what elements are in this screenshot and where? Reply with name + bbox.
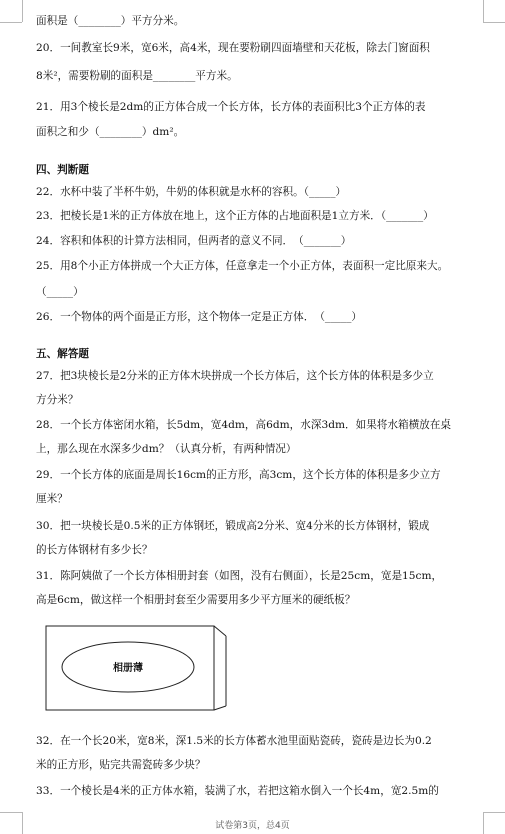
- question-31: 31．陈阿姨做了一个长方体相册封套（如图，没有右侧面），长是25cm，宽是15cm，: [36, 570, 443, 582]
- question-32: 32．在一个长20米，宽8米，深1.5米的长方体蓄水池里面贴瓷砖，瓷砖是边长为0.2: [36, 735, 432, 747]
- question-31-cont: 高是6cm，做这样一个相册封套至少需要用多少平方厘米的硬纸板？: [36, 594, 356, 606]
- page-footer: 试卷第3页，总4页: [215, 821, 290, 831]
- figure-label: 相册薄: [113, 663, 143, 674]
- crop-mark: [483, 22, 505, 23]
- question-25: 25．用8个小正方体拼成一个大正方体，任意拿走一个小正方体，表面积一定比原来大。: [36, 260, 449, 272]
- question-28-cont: 上，那么现在水深多少dm？（认真分析，有两种情况）: [36, 443, 297, 455]
- crop-mark: [0, 812, 22, 813]
- question-20: 20．一间教室长9米，宽6米，高4米，现在要粉刷四面墙壁和天花板，除去门窗面积: [36, 42, 430, 54]
- crop-mark: [483, 0, 484, 22]
- question-20-cont: 8米²，需要粉刷的面积是________平方米。: [36, 70, 238, 82]
- question-21: 21．用3个棱长是2dm的正方体合成一个长方体，长方体的表面积比3个正方体的表: [36, 101, 426, 113]
- question-28: 28．一个长方体密闭水箱，长5dm，宽4dm，高6dm，水深3dm．如果将水箱横放在桌: [36, 419, 451, 431]
- section-title-solve: 五、解答题: [36, 348, 89, 360]
- crop-mark: [22, 0, 23, 22]
- question-21-cont: 面积之和少（________）dm²。: [36, 126, 185, 138]
- section-title-judgement: 四、判断题: [36, 164, 89, 176]
- question-27-cont: 方分米？: [36, 394, 79, 406]
- question-23: 23．把棱长是1米的正方体放在地上，这个正方体的占地面积是1立方米．（_______）: [36, 210, 434, 222]
- question-29: 29．一个长方体的底面是周长16cm的正方形，高3cm，这个长方体的体积是多少立方: [36, 469, 441, 481]
- question-line: 面积是（________）平方分米。: [36, 15, 185, 27]
- question-29-cont: 厘米？: [36, 493, 68, 505]
- album-cover-drawing: [44, 624, 229, 714]
- question-22: 22．水杯中装了半杯牛奶，牛奶的体积就是水杯的容积。（_____）: [36, 186, 347, 198]
- crop-mark: [483, 812, 505, 813]
- question-26: 26．一个物体的两个面是正方形，这个物体一定是正方体． （_____）: [36, 311, 362, 323]
- crop-mark: [0, 22, 22, 23]
- question-32-cont: 米的正方形，贴完共需瓷砖多少块？: [36, 759, 206, 771]
- album-cover-figure: [44, 624, 229, 718]
- question-27: 27．把3块棱长是2分米的正方体木块拼成一个长方体后，这个长方体的体积是多少立: [36, 370, 434, 382]
- question-24: 24．容积和体积的计算方法相同，但两者的意义不同． （_______）: [36, 235, 352, 247]
- question-30: 30．把一块棱长是0.5米的正方体钢坯，锻成高2分米、宽4分米的长方体钢材，锻成: [36, 520, 430, 532]
- question-30-cont: 的长方体钢材有多少长？: [36, 544, 153, 556]
- question-33: 33．一个棱长是4米的正方体水箱，装满了水，若把这箱水倒入一个长4m，宽2.5m的: [36, 785, 439, 797]
- question-25-answer: （_____）: [36, 286, 84, 298]
